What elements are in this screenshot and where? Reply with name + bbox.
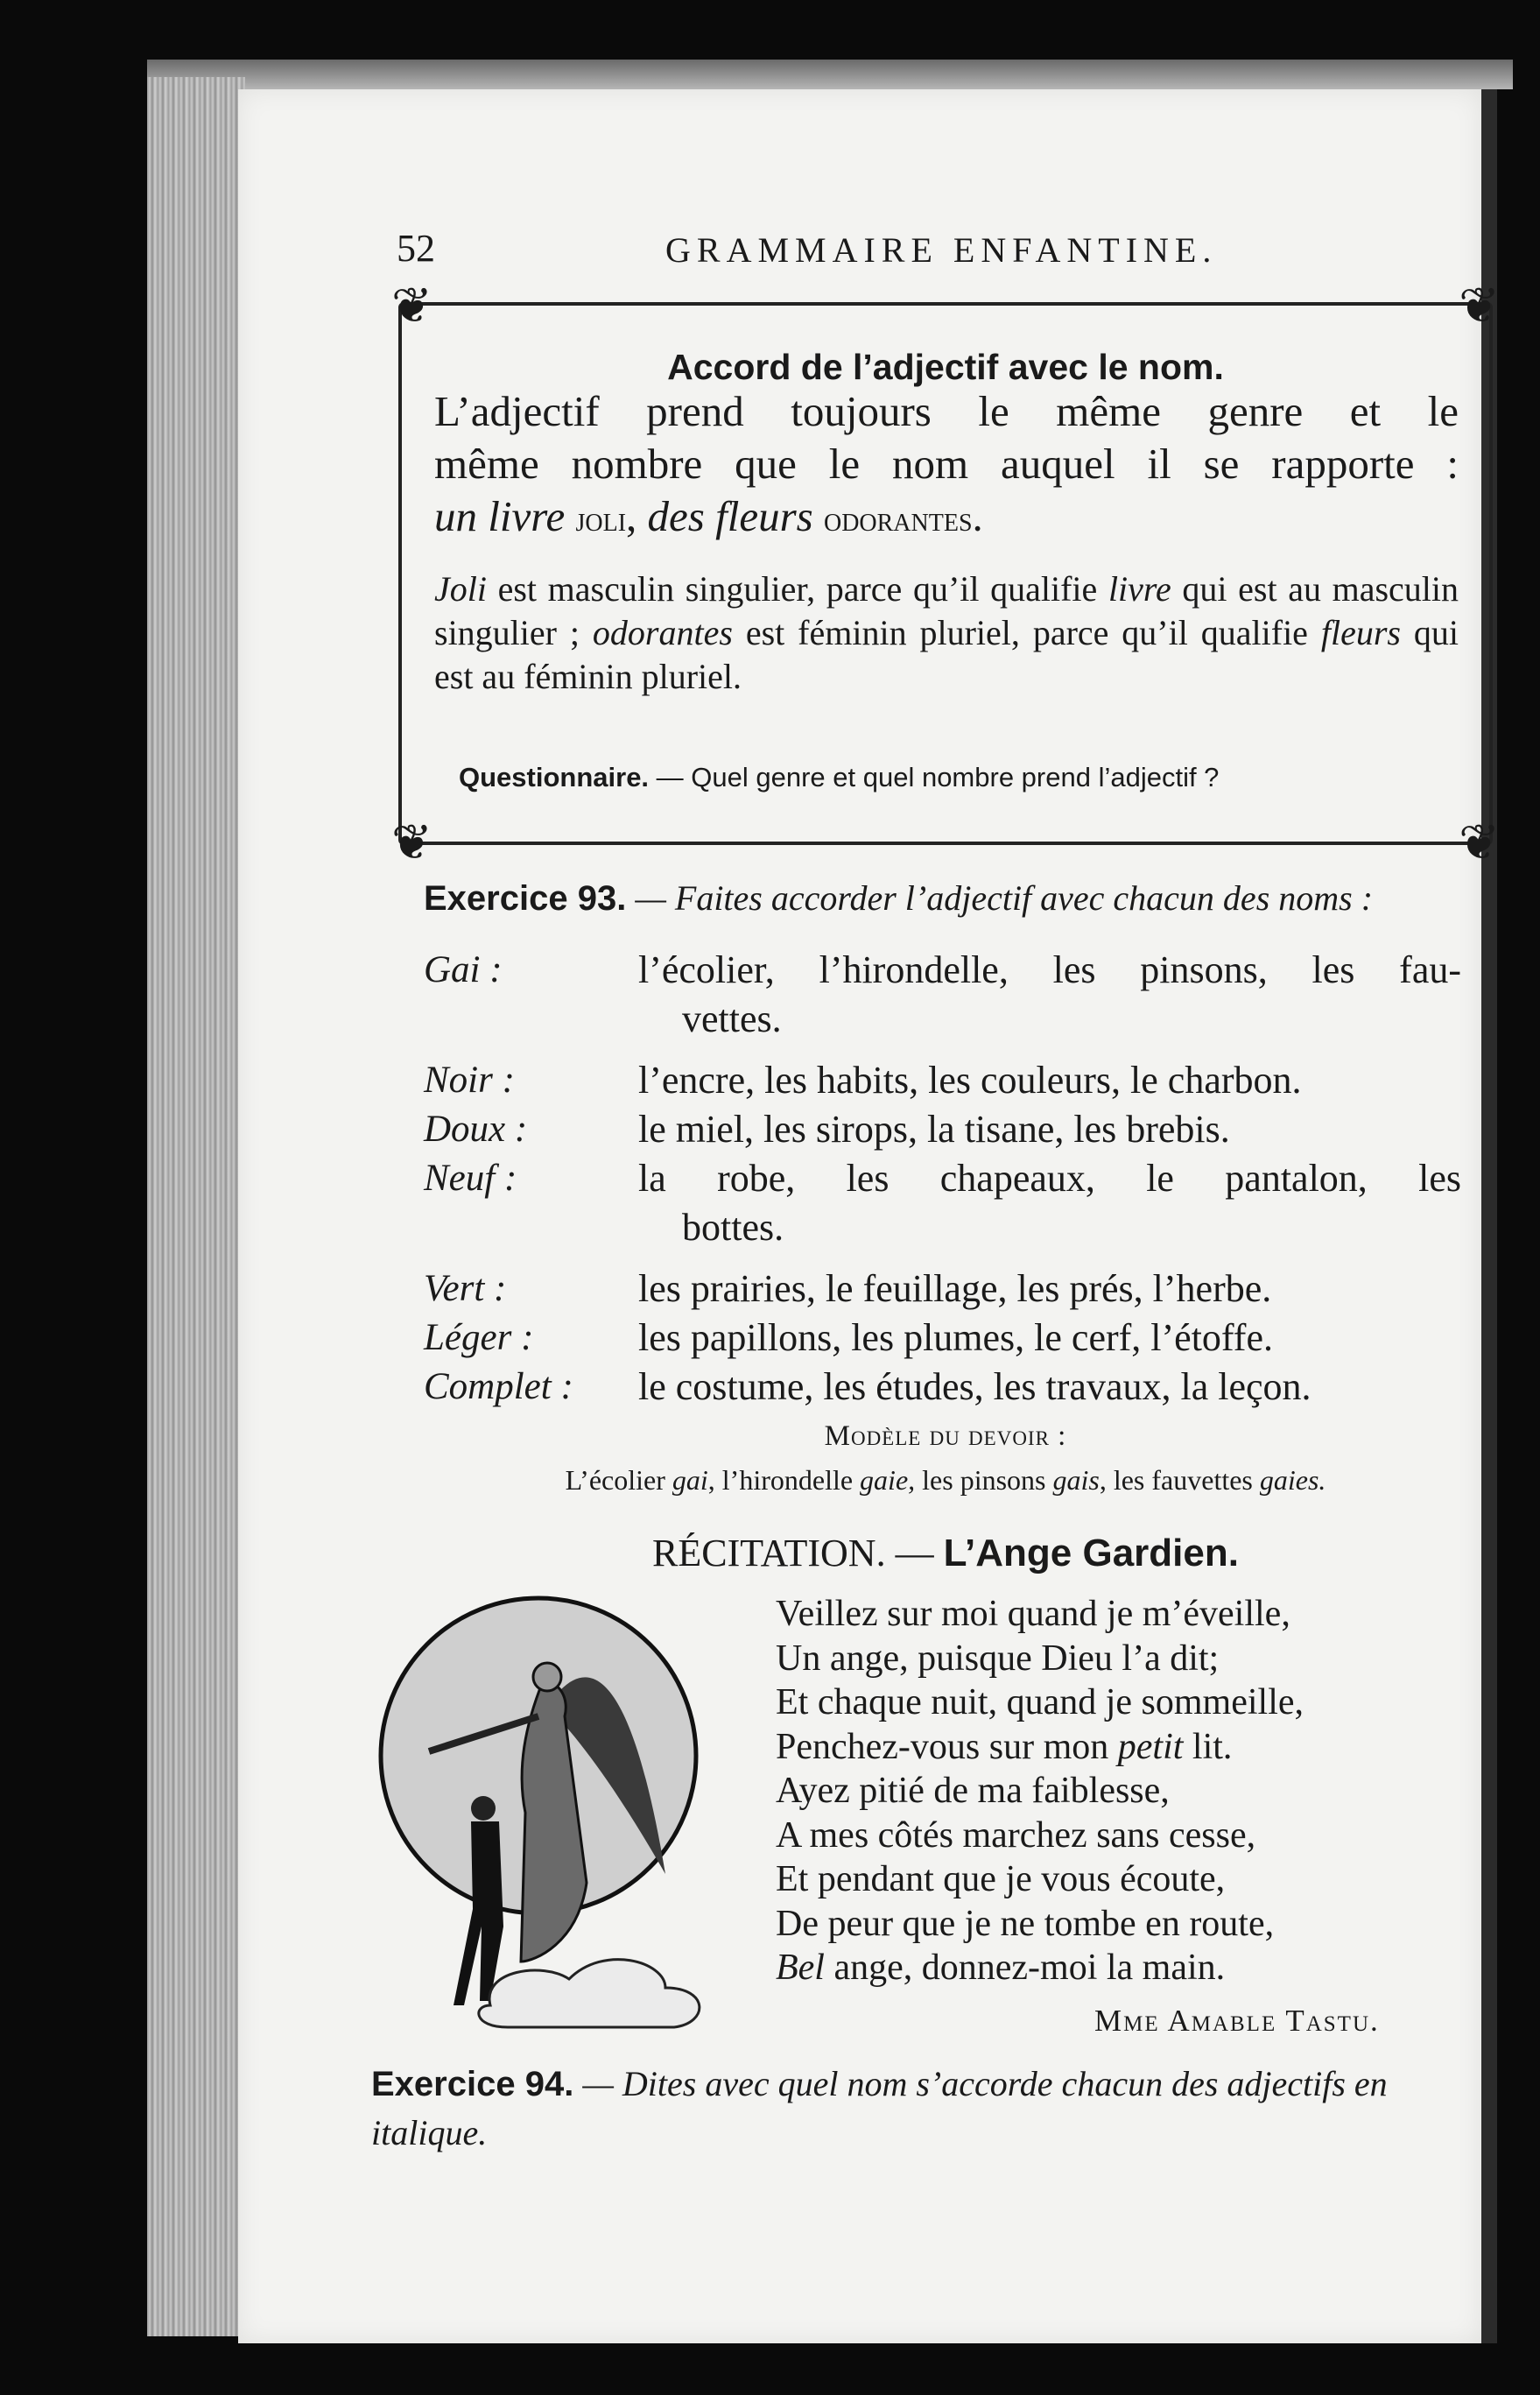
noun-line-cont: bottes. xyxy=(682,1206,784,1249)
adjective-label: Noir : xyxy=(424,1060,515,1101)
expl-text-1: est masculin singulier, parce qu’il qualifie xyxy=(486,569,1108,609)
list-item xyxy=(424,1314,1483,1363)
exercise-94 xyxy=(371,2060,1474,2158)
noun-list: l’encre, les habits, les couleurs, le charbon. xyxy=(638,1059,1302,1102)
poem-line xyxy=(776,1946,1485,1990)
book-spine xyxy=(147,77,245,2336)
modele-part: , l’hirondelle xyxy=(707,1464,861,1496)
poem-line: Et pendant que je vous écoute, xyxy=(776,1859,1226,1899)
example-adj-a: joli xyxy=(575,499,627,539)
ornament-top-left-icon: ❦ xyxy=(391,278,432,335)
poem-italic-word: petit xyxy=(1117,1726,1184,1767)
noun-line: l’écolier, l’hirondelle, les pinsons, les fau- xyxy=(638,948,1461,991)
rule-explanation xyxy=(434,567,1459,699)
adjective-label: Vert : xyxy=(424,1268,507,1309)
exercise-93-instruction: — Faites accorder l’adjectif avec chacun des noms : xyxy=(626,878,1374,918)
example-noun-b: des fleurs xyxy=(647,492,813,540)
poem-author: Mme Amable Tastu. xyxy=(1094,2004,1380,2038)
noun-list xyxy=(638,946,1461,1044)
expl-word-fleurs: fleurs xyxy=(1320,613,1401,652)
poem-line-start: Penchez-vous sur mon xyxy=(776,1726,1118,1767)
modele-adj: gai xyxy=(672,1464,708,1496)
list-item xyxy=(424,1105,1483,1154)
poem-line: Et chaque nuit, quand je sommeille, xyxy=(776,1682,1304,1722)
noun-list: le miel, les sirops, la tisane, les brebis. xyxy=(638,1108,1230,1151)
modele-text xyxy=(398,1464,1493,1497)
exercise-93-list xyxy=(424,946,1483,1412)
exercise-93-heading xyxy=(424,877,1373,919)
adjective-label: Neuf : xyxy=(424,1158,517,1199)
rule-line-1: L’adjectif prend toujours le même genre et le xyxy=(434,387,1459,435)
poem-line: Un ange, puisque Dieu l’a dit; xyxy=(776,1638,1220,1679)
noun-list: le costume, les études, les travaux, la leçon. xyxy=(638,1365,1311,1408)
ornament-bottom-right-icon: ❦ xyxy=(1459,814,1500,871)
rule-statement xyxy=(434,385,1459,546)
rule-examples: un livre joli, des fleurs odorantes. xyxy=(434,492,983,540)
poem-line: Ayez pitié de ma faiblesse, xyxy=(776,1771,1170,1811)
modele-part: les pinsons xyxy=(915,1464,1053,1496)
running-title: GRAMMAIRE ENFANTINE. xyxy=(665,230,1218,270)
list-item xyxy=(424,1154,1483,1252)
adjective-label: Gai : xyxy=(424,949,503,990)
exercise-94-label: Exercice 94. xyxy=(371,2065,574,2103)
modele-part: L’écolier xyxy=(565,1464,672,1496)
list-item xyxy=(424,946,1483,1044)
exercise-93-label: Exercice 93. xyxy=(424,879,627,918)
list-item xyxy=(424,1056,1483,1105)
modele-adj: gaies. xyxy=(1259,1464,1326,1496)
example-adj-b: odorantes xyxy=(823,499,973,539)
modele-heading: Modèle du devoir : xyxy=(824,1420,1067,1452)
child-head xyxy=(471,1796,496,1821)
poem-line-end: lit. xyxy=(1183,1726,1233,1767)
page-number: 52 xyxy=(397,227,435,270)
modele-part: , les fauvettes xyxy=(1099,1464,1260,1496)
poem-line-end: ange, donnez-moi la main. xyxy=(833,1948,1226,1988)
questionnaire xyxy=(459,762,1219,793)
expl-word-joli: Joli xyxy=(434,569,487,609)
poem-line: De peur que je ne tombe en route, xyxy=(776,1903,1275,1944)
expl-text-2: qui est au masculin singulier ; xyxy=(434,569,1459,652)
modele-adj: gaie, xyxy=(860,1464,916,1496)
ornament-top-right-icon: ❦ xyxy=(1459,278,1500,335)
adjective-label: Léger : xyxy=(424,1317,534,1358)
exercise-94-instruction: — Dites avec quel nom s’accorde chacun des adjectifs en italique. xyxy=(371,2064,1388,2152)
questionnaire-text: — Quel genre et quel nombre prend l’adjectif ? xyxy=(649,762,1220,792)
poem-line: A mes côtés marchez sans cesse, xyxy=(776,1814,1256,1856)
noun-line-cont: vettes. xyxy=(682,997,782,1040)
questionnaire-label: Questionnaire. xyxy=(459,762,650,792)
expl-text-3: est féminin pluriel, parce qu’il qualifie xyxy=(732,613,1321,652)
poem xyxy=(776,1592,1485,1990)
expl-word-odorantes: odorantes xyxy=(592,613,733,652)
rule-title: Accord de l’adjectif avec le nom. xyxy=(667,347,1224,387)
guardian-angel-illustration xyxy=(376,1594,744,2032)
cloud xyxy=(479,1960,700,2027)
expl-word-livre: livre xyxy=(1108,569,1171,609)
noun-list: les papillons, les plumes, le cerf, l’étoffe. xyxy=(638,1316,1273,1359)
poem-italic-word: Bel xyxy=(776,1948,825,1988)
list-item xyxy=(424,1363,1483,1412)
example-noun-a: un livre xyxy=(434,492,566,540)
noun-list xyxy=(638,1154,1461,1252)
poem-line xyxy=(776,1725,1485,1770)
modele-adj: gais xyxy=(1052,1464,1100,1496)
noun-line: la robe, les chapeaux, le pantalon, les xyxy=(638,1157,1461,1200)
recitation-title: L’Ange Gardien. xyxy=(943,1532,1239,1574)
adjective-label: Complet : xyxy=(424,1366,573,1407)
expl-text-4: qui est au féminin pluriel. xyxy=(434,613,1459,696)
poem-line: Veillez sur moi quand je m’éveille, xyxy=(776,1594,1290,1634)
rule-line-2: même nombre que le nom auquel il se rapporte : xyxy=(434,440,1459,488)
page-top-edge xyxy=(147,60,1513,89)
adjective-label: Doux : xyxy=(424,1109,528,1150)
ornament-bottom-left-icon: ❦ xyxy=(391,814,432,871)
recitation-label: RÉCITATION. — xyxy=(652,1532,944,1574)
recitation-heading xyxy=(398,1531,1493,1575)
angel-head xyxy=(533,1663,561,1691)
list-item xyxy=(424,1264,1483,1314)
noun-list: les prairies, le feuillage, les prés, l’herbe. xyxy=(638,1267,1272,1310)
